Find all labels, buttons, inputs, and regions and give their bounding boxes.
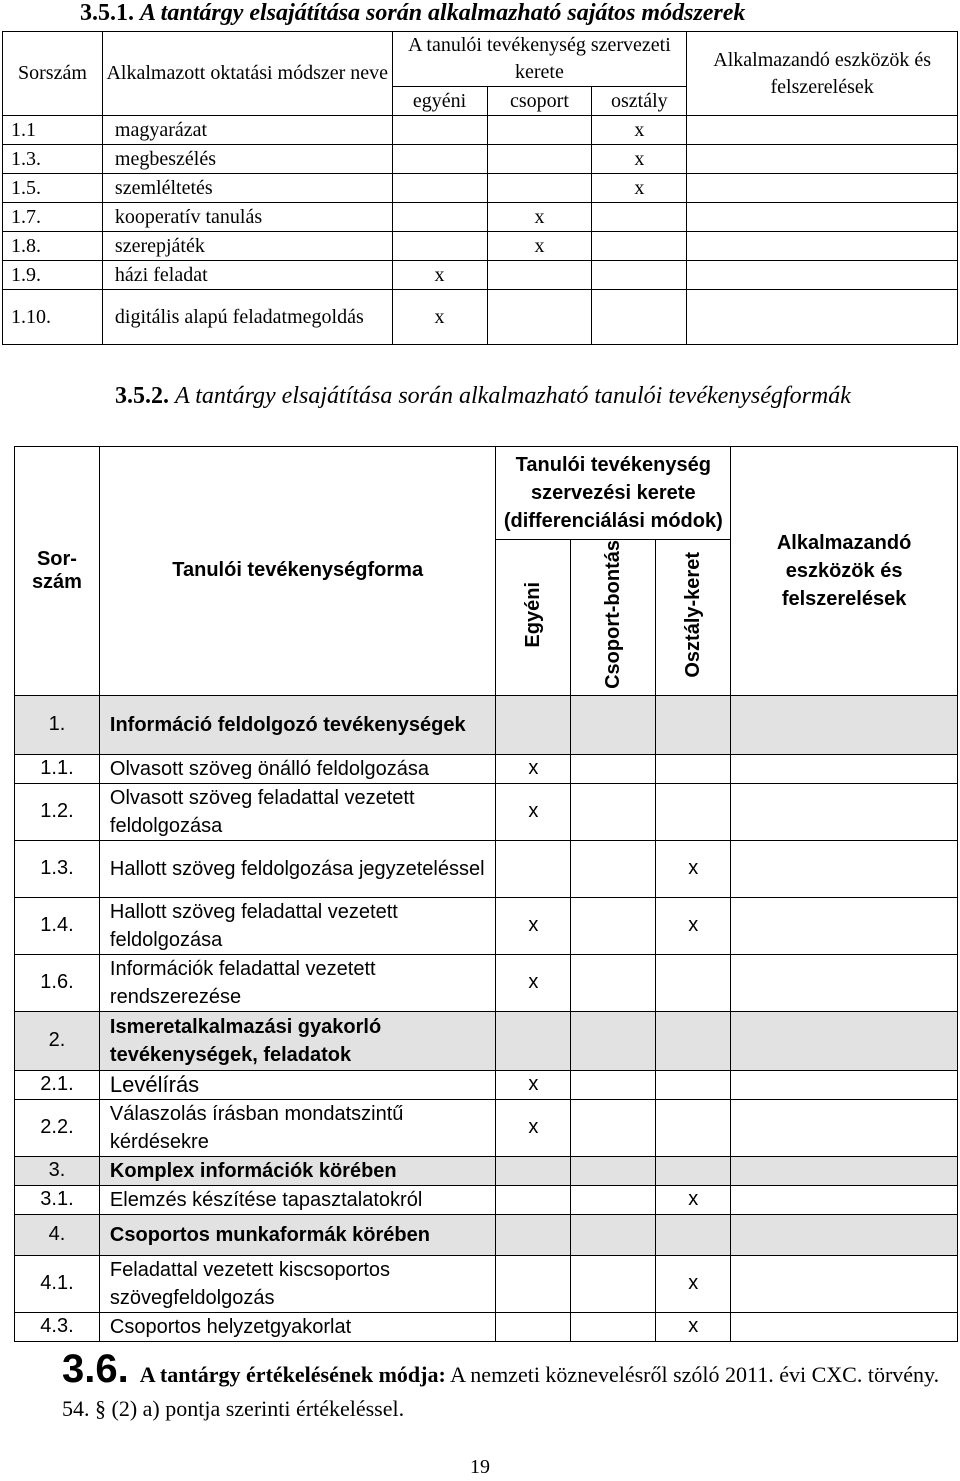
group-row [15,1011,958,1070]
csoport-mark [571,1070,656,1099]
activity-name: Komplex információk körében [99,1156,496,1185]
tools-cell [731,783,958,840]
egyeni-mark: x [392,290,487,345]
osztaly-mark [592,203,687,232]
activity-name: Csoportos munkaformák körében [99,1214,496,1255]
egyeni-mark: x [496,1099,571,1156]
row-number: 4.1. [15,1255,100,1312]
row-number: 2.2. [15,1099,100,1156]
egyeni-mark: x [496,954,571,1011]
header-frame: Tanulói tevékenység szervezési kerete (differenciálási módok) [496,447,731,540]
row-number: 1. [15,695,100,754]
tools-cell [687,145,958,174]
method-name: megbeszélés [102,145,392,174]
row-number: 4. [15,1214,100,1255]
egyeni-mark: x [496,754,571,783]
activity-name: Ismeretalkalmazási gyakorló tevékenységek, feladatok [99,1011,496,1070]
csoport-mark: x [487,232,592,261]
header-csoport: Csoport-bontás [602,540,625,689]
csoport-mark [487,290,592,345]
section-title: A tantárgy elsajátítása során alkalmazható tanulói tevékenységformák [175,383,851,409]
activity-name: Információ feldolgozó tevékenységek [99,695,496,754]
group-row [15,1214,958,1255]
table-row [15,1255,958,1312]
tools-cell [687,290,958,345]
osztaly-mark: x [592,145,687,174]
row-number: 1.9. [3,261,103,290]
tools-cell [687,174,958,203]
table-row [3,116,958,145]
egyeni-mark [392,203,487,232]
row-number: 1.6. [15,954,100,1011]
osztaly-mark [656,1214,731,1255]
table-row [3,174,958,203]
activity-name: Olvasott szöveg önálló feldolgozása [99,754,496,783]
header-sorszam: Sorszám [3,32,103,116]
section-36 [62,1347,952,1426]
csoport-mark [571,954,656,1011]
tools-cell [731,840,958,897]
csoport-mark [571,783,656,840]
egyeni-mark [496,1255,571,1312]
row-number: 1.7. [3,203,103,232]
row-number: 1.10. [3,290,103,345]
section-title-352 [115,380,851,412]
row-number: 1.3. [15,840,100,897]
header-egyeni: egyéni [392,87,487,116]
tools-cell [687,116,958,145]
table-row [3,290,958,345]
osztaly-mark [656,1011,731,1070]
section-number: 3.6. [62,1347,129,1391]
method-name: magyarázat [102,116,392,145]
header-csoport: csoport [487,87,592,116]
egyeni-mark: x [496,897,571,954]
table-row [15,1185,958,1214]
csoport-mark [487,145,592,174]
tools-cell [731,695,958,754]
activity-name: Elemzés készítése tapasztalatokról [99,1185,496,1214]
table-row [3,232,958,261]
row-number: 3.1. [15,1185,100,1214]
tools-cell [731,1214,958,1255]
activity-name: Olvasott szöveg feladattal vezetett feldolgozása [99,783,496,840]
header-tools: Alkalmazandó eszközök és felszerelések [731,447,958,696]
tools-cell [687,203,958,232]
osztaly-mark [592,232,687,261]
method-name: digitális alapú feladatmegoldás [102,290,392,345]
header-egyeni: Egyéni [522,581,545,648]
activity-name: Csoportos helyzetgyakorlat [99,1312,496,1341]
tools-cell [731,1011,958,1070]
csoport-mark [487,174,592,203]
osztaly-mark [656,1099,731,1156]
csoport-mark [571,1185,656,1214]
tools-cell [731,1070,958,1099]
table-row [15,754,958,783]
page-number: 19 [470,1456,490,1478]
osztaly-mark: x [592,116,687,145]
table-row [15,840,958,897]
csoport-mark [571,897,656,954]
tools-cell [731,1255,958,1312]
row-number: 1.5. [3,174,103,203]
osztaly-mark: x [656,840,731,897]
section-title: A tantárgy elsajátítása során alkalmazható sajátos módszerek [140,0,746,26]
table-row [15,897,958,954]
activity-name: Hallott szöveg feladattal vezetett feldolgozása [99,897,496,954]
activity-name: Feladattal vezetett kiscsoportos szövegfeldolgozás [99,1255,496,1312]
egyeni-mark [496,1214,571,1255]
section-number: 3.5.1. [80,0,134,26]
activity-name: Információk feladattal vezetett rendszerezése [99,954,496,1011]
csoport-mark: x [487,203,592,232]
group-row [15,1156,958,1185]
csoport-mark [571,840,656,897]
section-text: A nemzeti köznevelésről szóló 2011. évi CXC. törvény. 54. § (2) a) pontja szerinti értékeléssel. [62,1362,940,1421]
row-number: 2. [15,1011,100,1070]
egyeni-mark: x [392,261,487,290]
method-name: kooperatív tanulás [102,203,392,232]
table-row [3,261,958,290]
egyeni-mark [392,116,487,145]
osztaly-mark: x [592,174,687,203]
osztaly-mark [656,1156,731,1185]
row-number: 3. [15,1156,100,1185]
row-number: 1.4. [15,897,100,954]
row-number: 4.3. [15,1312,100,1341]
activities-table [14,446,958,1342]
egyeni-mark [496,840,571,897]
section-title-351 [80,0,745,27]
method-name: szemléltetés [102,174,392,203]
tools-cell [687,261,958,290]
osztaly-mark: x [656,1312,731,1341]
egyeni-mark [496,1312,571,1341]
csoport-mark [571,1156,656,1185]
header-sorszam: Sor-szám [15,447,100,696]
osztaly-mark [656,954,731,1011]
group-row [15,695,958,754]
csoport-mark [571,754,656,783]
egyeni-mark [496,1156,571,1185]
csoport-mark [571,1312,656,1341]
egyeni-mark [392,174,487,203]
egyeni-mark [496,695,571,754]
osztaly-mark: x [656,897,731,954]
method-name: házi feladat [102,261,392,290]
table-row [3,203,958,232]
tools-cell [731,754,958,783]
osztaly-mark [656,754,731,783]
table-row [15,1070,958,1099]
csoport-mark [487,261,592,290]
tools-cell [731,954,958,1011]
methods-table [2,31,958,345]
egyeni-mark [392,145,487,174]
tools-cell [731,1312,958,1341]
table-row [15,954,958,1011]
section-label: A tantárgy értékelésének módja: [139,1362,446,1387]
activity-name: Válaszolás írásban mondatszintű kérdésekre [99,1099,496,1156]
header-method: Alkalmazott oktatási módszer neve [102,32,392,116]
egyeni-mark: x [496,783,571,840]
egyeni-mark [392,232,487,261]
row-number: 2.1. [15,1070,100,1099]
csoport-mark [571,1011,656,1070]
row-number: 1.1. [15,754,100,783]
osztaly-mark: x [656,1185,731,1214]
activity-name: Levélírás [99,1070,496,1099]
osztaly-mark [656,1070,731,1099]
header-osztaly: Osztály-keret [682,551,705,678]
csoport-mark [571,1255,656,1312]
egyeni-mark [496,1185,571,1214]
header-osztaly: osztály [592,87,687,116]
row-number: 1.3. [3,145,103,174]
row-number: 1.8. [3,232,103,261]
section-number: 3.5.2. [115,383,169,409]
tools-cell [687,232,958,261]
method-name: szerepjáték [102,232,392,261]
table-row [15,1312,958,1341]
activity-name: Hallott szöveg feldolgozása jegyzeteléssel [99,840,496,897]
osztaly-mark [592,290,687,345]
header-form: Tanulói tevékenységforma [99,447,496,696]
osztaly-mark: x [656,1255,731,1312]
csoport-mark [487,116,592,145]
osztaly-mark [656,783,731,840]
tools-cell [731,1099,958,1156]
row-number: 1.1 [3,116,103,145]
tools-cell [731,897,958,954]
tools-cell [731,1185,958,1214]
table-row [15,783,958,840]
osztaly-mark [656,695,731,754]
header-tools: Alkalmazandó eszközök és felszerelések [687,32,958,116]
row-number: 1.2. [15,783,100,840]
header-frame: A tanulói tevékenység szervezeti kerete [392,32,687,87]
csoport-mark [571,1099,656,1156]
table-row [15,1099,958,1156]
egyeni-mark [496,1011,571,1070]
table-row [3,145,958,174]
csoport-mark [571,1214,656,1255]
csoport-mark [571,695,656,754]
osztaly-mark [592,261,687,290]
egyeni-mark: x [496,1070,571,1099]
tools-cell [731,1156,958,1185]
